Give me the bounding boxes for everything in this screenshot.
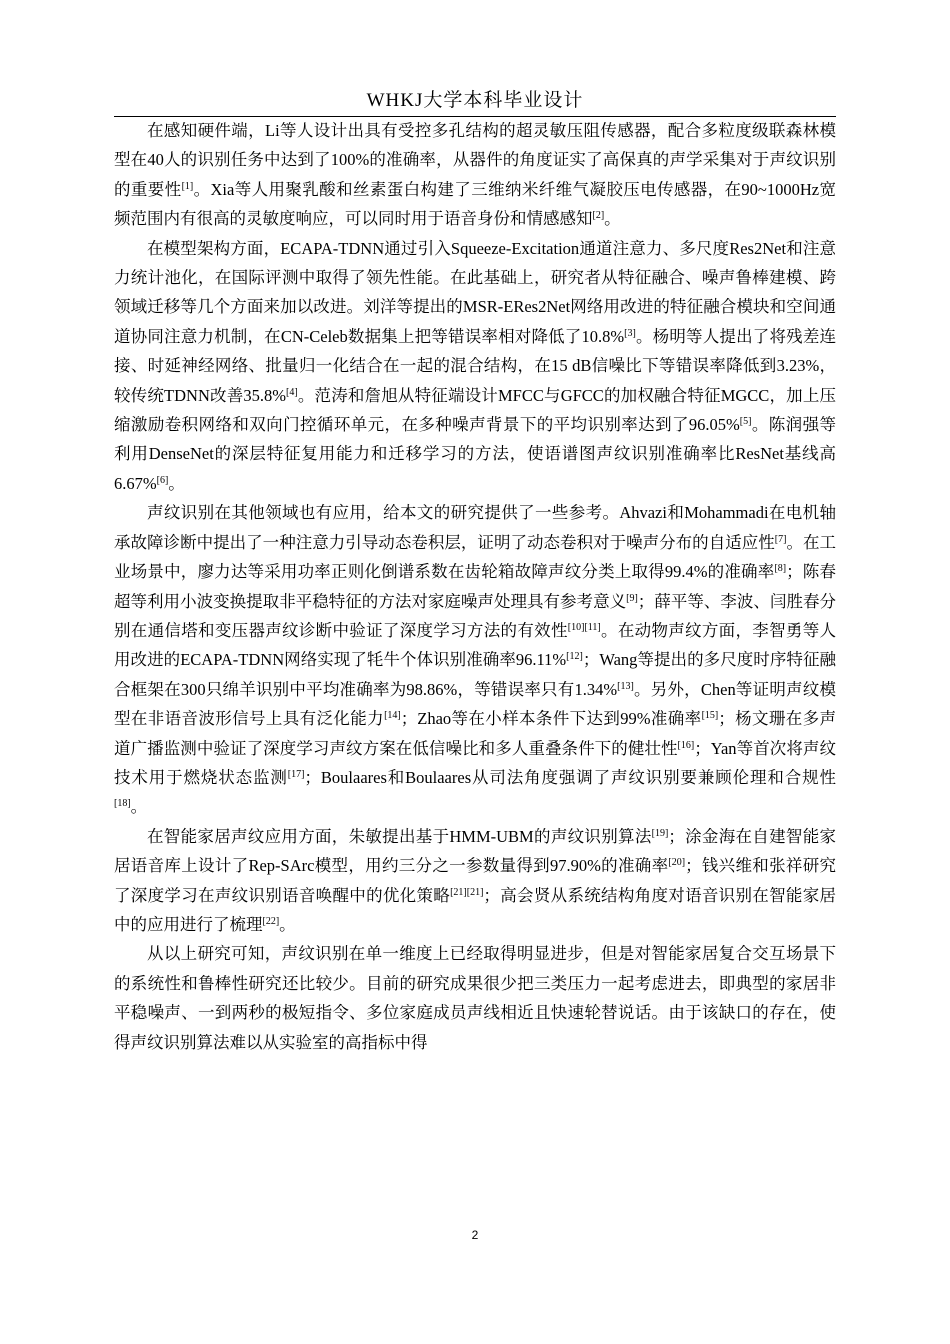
- page-header-title: WHKJ大学本科毕业设计: [366, 90, 584, 111]
- paragraph-text: 。在工业场景中，廖力达等采用功率正则化倒谱系数在齿轮箱故障声纹分类上取得99.4%的准确率: [114, 532, 837, 582]
- paragraph-text: 。: [279, 914, 296, 934]
- citation-ref: [10][11]: [567, 621, 601, 633]
- paragraph-text: ；杨文珊在多声道广播监测中验证了深度学习声纹方案在低信噪比和多人重叠条件下的健壮性: [114, 709, 837, 758]
- citation-ref: [14]: [384, 710, 401, 722]
- citation-ref: [12]: [566, 651, 583, 663]
- citation-ref: [6]: [156, 474, 169, 486]
- page-number: 2: [471, 1228, 479, 1242]
- paragraph-text: 。杨明等人提出了将残差连接、时延神经网络、批量归一化结合在一起的混合结构，在15 dB信噪比下等错误率降低到3.23%，较传统TDNN改善35.8%: [114, 326, 837, 405]
- citation-ref: [18]: [114, 798, 131, 810]
- citation-ref: [17]: [287, 768, 305, 780]
- paragraph-text: ；涂金海在自建智能家居语音库上设计了Rep-SArc模型，用约三分之一参数量得到97.90%的准确率: [114, 826, 836, 876]
- paragraph-text: ；陈春超等利用小波变换提取非平稳特征的方法对家庭噪声处理具有参考意义: [114, 562, 836, 611]
- paragraph: [114, 116, 836, 234]
- body-text: [114, 116, 836, 1057]
- paragraph-text: ；Zhao等在小样本条件下达到99%准确率: [400, 709, 702, 729]
- paragraph-text: ；Boulaares和Boulaares从司法角度强调了声纹识别要兼顾伦理和合规性: [304, 767, 836, 787]
- paragraph: [114, 939, 836, 1057]
- paragraph: [114, 498, 836, 821]
- paragraph-text: 。在动物声纹方面，李智勇等人用改进的ECAPA-TDNN网络实现了牦牛个体识别准确率96.11%: [114, 620, 837, 670]
- citation-ref: [2]: [592, 210, 605, 222]
- paragraph-text: 。陈润强等利用DenseNet的深层特征复用能力和迁移学习的方法，使语谱图声纹识别准确率比ResNet基线高6.67%: [114, 415, 836, 493]
- paragraph-text: ；Yan等首次将声纹技术用于燃烧状态监测: [114, 738, 837, 787]
- paragraph-text: 。Xia等人用聚乳酸和丝素蛋白构建了三维纳米纤维气凝胶压电传感器，在90~1000Hz宽频范围内有很高的灵敏度响应，可以同时用于语音身份和情感感知: [114, 179, 836, 229]
- paragraph-text: 。: [604, 209, 621, 229]
- citation-ref: [19]: [651, 827, 669, 839]
- citation-ref: [20]: [668, 857, 686, 869]
- citation-ref: [13]: [617, 680, 634, 692]
- paragraph-text: 。范涛和詹旭从特征端设计MFCC与GFCC的加权融合特征MGCC，加上压缩激励卷积网络和双向门控循环单元，在多种噪声背景下的平均识别率达到了96.05%: [114, 385, 837, 435]
- paragraph-text: 。: [168, 473, 185, 493]
- citation-ref: [9]: [626, 592, 638, 604]
- citation-ref: [8]: [774, 563, 787, 575]
- citation-ref: [7]: [774, 533, 787, 545]
- paragraph: [114, 822, 836, 940]
- citation-ref: [15]: [701, 710, 719, 722]
- paragraph-text: 声纹识别在其他领域也有应用，给本文的研究提供了一些参考。Ahvazi和Mohammadi在电机轴承故障诊断中提出了一种注意力引导动态卷积层，证明了动态卷积对于噪声分布的自适应性: [114, 503, 836, 552]
- citation-ref: [1]: [181, 180, 194, 192]
- paragraph-text: ；Wang等提出的多尺度时序特征融合框架在300只绵羊识别中平均准确率为98.86%，等错误率只有1.34%: [114, 650, 837, 699]
- paragraph-text: ；高会贤从系统结构角度对语音识别在智能家居中的应用进行了梳理: [114, 885, 837, 934]
- paragraph-text: 在模型架构方面，ECAPA-TDNN通过引入Squeeze-Excitation通道注意力、多尺度Res2Net和注意力统计池化，在国际评测中取得了领先性能。在此基础上，研究者从特征融合、噪声鲁棒建模、跨领域迁移等几个方面来加以改进。刘洋等提出的MSR-ERes2Net网络用改进的特征融合模块和空间通道协同注意力机制，在CN-Celeb数据集上把等错误率相对降低了10.8%: [114, 238, 836, 346]
- paragraph: [114, 234, 836, 499]
- paragraph-text: ；钱兴维和张祥研究了深度学习在声纹识别语音唤醒中的优化策略: [114, 856, 836, 905]
- paragraph-text: 。: [130, 797, 148, 817]
- citation-ref: [3]: [624, 327, 636, 339]
- citation-ref: [22]: [262, 915, 280, 927]
- citation-ref: [5]: [739, 416, 752, 428]
- paragraph-text: 在感知硬件端，Li等人设计出具有受控多孔结构的超灵敏压阻传感器，配合多粒度级联森林模型在40人的识别任务中达到了100%的准确率，从器件的角度证实了高保真的声学采集对于声纹识别的重要性: [114, 121, 836, 199]
- paragraph-text: 。另外，Chen等证明声纹模型在非语音波形信号上具有泛化能力: [114, 679, 836, 729]
- paragraph-text: 从以上研究可知，声纹识别在单一维度上已经取得明显进步，但是对智能家居复合交互场景下的系统性和鲁棒性研究还比较少。目前的研究成果很少把三类压力一起考虑进去，即典型的家居非平稳噪声、一到两秒的极短指令、多位家庭成员声线相近且快速轮替说话。由于该缺口的存在，使得声纹识别算法难以从实验室的高指标中得: [114, 944, 836, 1052]
- citation-ref: [21][21]: [450, 886, 484, 898]
- paragraph-text: 在智能家居声纹应用方面，朱敏提出基于HMM-UBM的声纹识别算法: [147, 826, 652, 846]
- paragraph-text: ；薛平等、李波、闫胜春分别在通信塔和变压器声纹诊断中验证了深度学习方法的有效性: [114, 591, 837, 640]
- citation-ref: [4]: [286, 386, 298, 398]
- citation-ref: [16]: [677, 739, 695, 751]
